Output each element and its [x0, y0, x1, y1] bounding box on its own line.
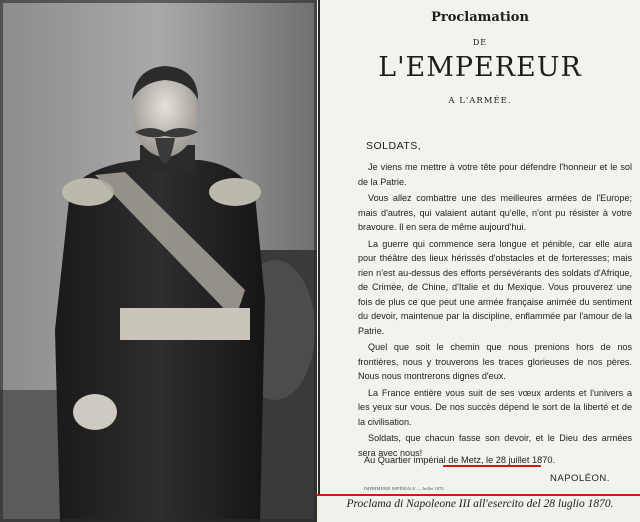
paragraph-6: Soldats, que chacun fasse son devoir, et le Dieu des armées sera avec nous! — [358, 433, 632, 458]
headquarters-date-line: Au Quartier impérial de Metz, le 28 juillet 1870. — [364, 455, 555, 465]
portrait-photograph — [0, 0, 317, 522]
paragraph-4: Quel que soit le chemin que nous prenions hors de nos frontières, nous y trouverons les traces glorieuses de nos pères. Nous nous montrerons dignes d'eux. — [358, 342, 632, 381]
image-caption: Proclama di Napoleone III all'esercito del 28 luglio 1870. — [346, 498, 614, 510]
paragraph-3: La guerre qui commence sera longue et pénible, car elle aura pour théâtre des lieux hérissés d'obstacles et de forteresses; mais rien n'est au-dessus des efforts persévérants des soldats d'Afrique, de Crimée, de Chine, d'Italie et du Mexique. Vous prouverez une fois de plus ce que peut une armée française animée du sentiment du devoir, maintenue par la discipline, enflammée par l'amour de la Patrie. — [358, 238, 632, 336]
right-epaulette — [209, 178, 261, 206]
poster-to-army: A L'ARMÉE. — [448, 96, 512, 106]
red-underline-bottom — [316, 494, 640, 496]
poster-greeting: SOLDATS, — [366, 140, 422, 152]
proclamation-poster — [320, 0, 640, 496]
poster-body — [358, 160, 632, 460]
printer-note: IMPRIMERIE IMPÉRIALE — Juillet 1870. — [364, 486, 445, 491]
paragraph-1: Je viens me mettre à votre tête pour défendre l'honneur et le sol de la Patrie. — [358, 162, 632, 187]
paragraph-5: La France entière vous suit de ses vœux ardents et l'univers a les yeux sur vous. De nos succès dépend le sort de la liberté et de la civilisation. — [358, 387, 632, 427]
hand — [73, 394, 117, 430]
paragraph-2: Vous allez combattre une des meilleures armées de l'Europe; mais d'autres, qui valaient autant qu'elle, n'ont pu résister à votre bravoure. Il en sera de même aujourd'hui. — [358, 193, 632, 232]
poster-de: DE — [472, 38, 488, 47]
napoleon-signature: NAPOLÉON. — [550, 473, 610, 484]
poster-title: Proclamation — [431, 10, 529, 25]
waist-sash — [120, 308, 250, 340]
poster-emperor-heading: L'EMPEREUR — [378, 52, 582, 83]
red-underline-date — [443, 465, 541, 467]
